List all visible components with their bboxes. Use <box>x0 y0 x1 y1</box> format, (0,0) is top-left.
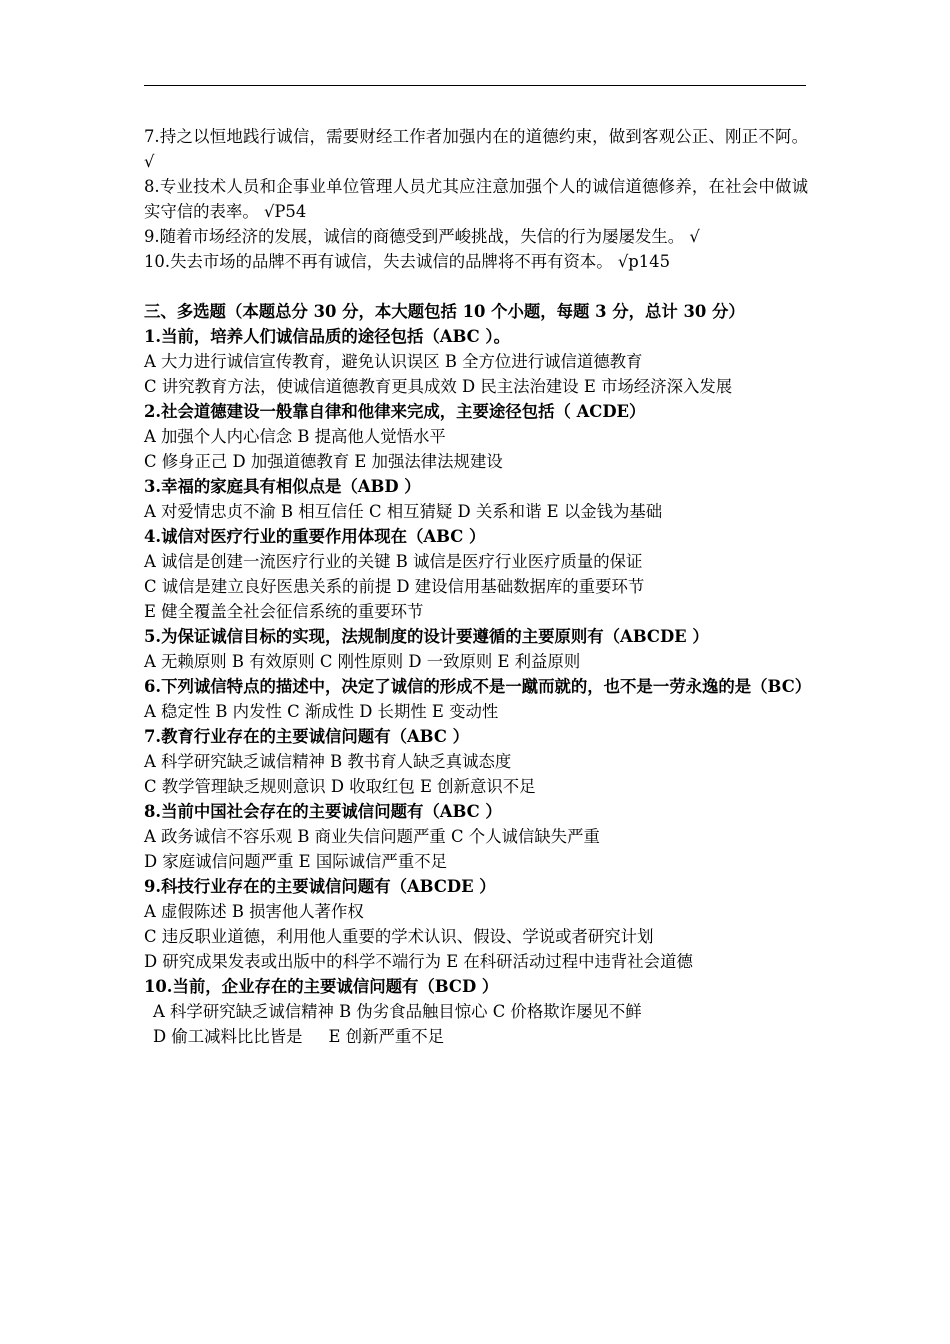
question-option: A 无赖原则 B 有效原则 C 刚性原则 D 一致原则 E 利益原则 <box>144 652 581 671</box>
question-option: E 健全覆盖全社会征信系统的重要环节 <box>144 602 424 621</box>
question-option: A 科学研究缺乏诚信精神 B 伪劣食品触目惊心 C 价格欺诈屡见不鲜 <box>153 1002 642 1021</box>
question-option: D 家庭诚信问题严重 E 国际诚信严重不足 <box>144 852 447 871</box>
question-option: C 修身正己 D 加强道德教育 E 加强法律法规建设 <box>144 452 503 471</box>
question-stem: 4.诚信对医疗行业的重要作用体现在（ABC ） <box>144 527 486 546</box>
judgment-item: 10.失去市场的品牌不再有诚信，失去诚信的品牌将不再有资本。 √p145 <box>144 252 671 271</box>
question-option: D 偷工减料比比皆是 E 创新严重不足 <box>153 1027 445 1046</box>
question-option: A 诚信是创建一流医疗行业的关键 B 诚信是医疗行业医疗质量的保证 <box>144 552 643 571</box>
question-stem: 5.为保证诚信目标的实现，法规制度的设计要遵循的主要原则有（ABCDE ） <box>144 627 709 646</box>
question-option: A 稳定性 B 内发性 C 渐成性 D 长期性 E 变动性 <box>144 702 499 721</box>
header-rule <box>144 85 806 86</box>
question-stem: 3.幸福的家庭具有相似点是（ABD ） <box>144 477 421 496</box>
question-option: C 诚信是建立良好医患关系的前提 D 建设信用基础数据库的重要环节 <box>144 577 645 596</box>
question-stem: 10.当前，企业存在的主要诚信问题有（BCD ） <box>144 977 499 996</box>
question-option: C 教学管理缺乏规则意识 D 收取红包 E 创新意识不足 <box>144 777 536 796</box>
question-option: A 大力进行诚信宣传教育，避免认识误区 B 全方位进行诚信道德教育 <box>144 352 643 371</box>
question-stem: 7.教育行业存在的主要诚信问题有（ABC ） <box>144 727 469 746</box>
question-option: D 研究成果发表或出版中的科学不端行为 E 在科研活动过程中违背社会道德 <box>144 952 693 971</box>
question-option: A 对爱情忠贞不渝 B 相互信任 C 相互猜疑 D 关系和谐 E 以金钱为基础 <box>144 502 663 521</box>
question-option: A 虚假陈述 B 损害他人著作权 <box>144 902 364 921</box>
question-stem: 6.下列诚信特点的描述中，决定了诚信的形成不是一蹴而就的，也不是一劳永逸的是（BC） <box>144 677 812 696</box>
question-stem: 8.当前中国社会存在的主要诚信问题有（ABC ） <box>144 802 502 821</box>
section-heading: 三、多选题（本题总分 30 分，本大题包括 10 个小题，每题 3 分，总计 30 分） <box>144 302 745 321</box>
judgment-item: 7.持之以恒地践行诚信，需要财经工作者加强内在的道德约束，做到客观公正、刚正不阿。 √ <box>144 127 808 171</box>
question-stem: 1.当前，培养人们诚信品质的途径包括（ABC ）。 <box>144 327 510 346</box>
question-option: A 加强个人内心信念 B 提高他人觉悟水平 <box>144 427 446 446</box>
question-option: C 讲究教育方法，使诚信道德教育更具成效 D 民主法治建设 E 市场经济深入发展 <box>144 377 733 396</box>
section-spacer <box>144 274 808 299</box>
question-option: C 违反职业道德，利用他人重要的学术认识、假设、学说或者研究计划 <box>144 927 654 946</box>
question-option: A 科学研究缺乏诚信精神 B 教书育人缺乏真诚态度 <box>144 752 512 771</box>
judgment-item: 8.专业技术人员和企事业单位管理人员尤其应注意加强个人的诚信道德修养，在社会中做诚实守信的表率。 √P54 <box>144 177 808 221</box>
question-stem: 9.科技行业存在的主要诚信问题有（ABCDE ） <box>144 877 496 896</box>
judgment-item: 9.随着市场经济的发展，诚信的商德受到严峻挑战，失信的行为屡屡发生。 √ <box>144 227 700 246</box>
question-stem: 2.社会道德建设一般靠自律和他律来完成，主要途径包括（ ACDE） <box>144 402 646 421</box>
question-option: A 政务诚信不容乐观 B 商业失信问题严重 C 个人诚信缺失严重 <box>144 827 600 846</box>
document-body <box>144 124 812 1049</box>
